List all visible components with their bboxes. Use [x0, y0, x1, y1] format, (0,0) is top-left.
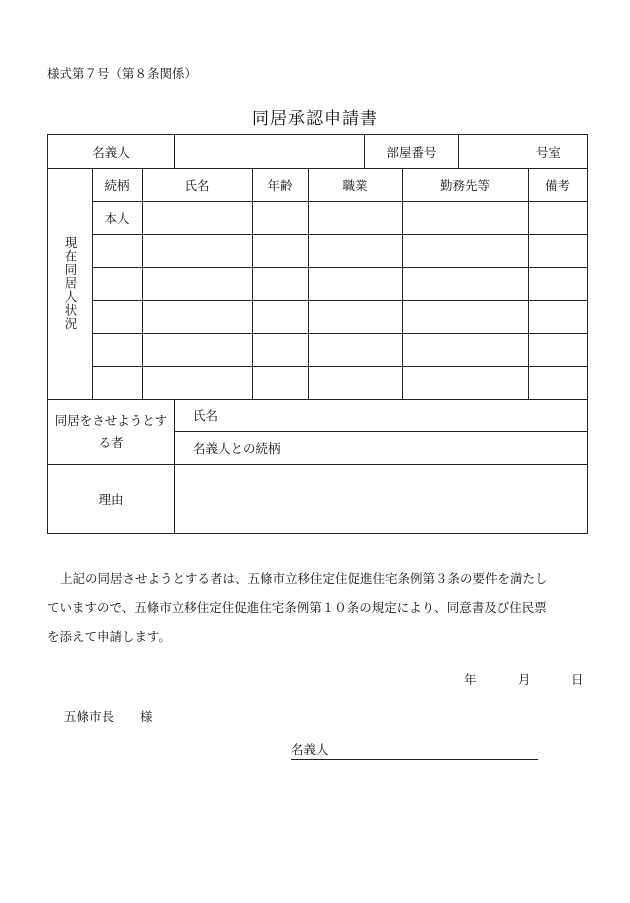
room-number-input[interactable] — [459, 135, 587, 168]
table-cell-workplace[interactable] — [402, 267, 528, 300]
table-cell-workplace[interactable] — [402, 201, 528, 234]
table-cell-relation[interactable] — [92, 300, 142, 333]
table-cell-workplace[interactable] — [402, 300, 528, 333]
table-cell-name[interactable] — [142, 267, 252, 300]
addressee-name: 五條市長 — [64, 709, 115, 724]
table-cell-occupation[interactable] — [308, 201, 402, 234]
table-cell-age[interactable] — [252, 300, 308, 333]
form-number: 様式第７号（第８条関係） — [47, 66, 198, 81]
prospective-cohabitant-label: 同居をさせようとする者 — [54, 412, 168, 450]
declaration-line-1: 上記の同居させようとする者は、五條市立移住定住促進住宅条例第３条の要件を満たし — [60, 571, 548, 586]
table-cell-relation[interactable] — [92, 234, 142, 267]
table-cell-name[interactable] — [142, 300, 252, 333]
table-cell-age[interactable] — [252, 234, 308, 267]
reason-field[interactable] — [175, 465, 587, 533]
table-cell-age[interactable] — [252, 333, 308, 366]
table-cell-workplace[interactable] — [402, 366, 528, 399]
table-cell-age[interactable] — [252, 366, 308, 399]
reason-label: 理由 — [98, 492, 124, 507]
table-cell-name[interactable] — [142, 366, 252, 399]
table-cell-workplace[interactable] — [402, 234, 528, 267]
date-month-label: 月 — [518, 672, 531, 687]
applicant-signature-line[interactable] — [291, 740, 538, 760]
table-cell-relation[interactable] — [92, 366, 142, 399]
table-cell-occupation[interactable] — [308, 300, 402, 333]
table-cell-name[interactable] — [142, 333, 252, 366]
date-year-label: 年 — [464, 672, 477, 687]
prospective-relation-field[interactable] — [193, 432, 583, 464]
table-cell-age[interactable] — [252, 267, 308, 300]
table-cell-remarks[interactable] — [528, 300, 587, 333]
table-cell-remarks[interactable] — [528, 267, 587, 300]
table-cell-remarks[interactable] — [528, 201, 587, 234]
date-day-label: 日 — [571, 672, 584, 687]
table-cell-occupation[interactable] — [308, 234, 402, 267]
table-cell-relation[interactable] — [92, 267, 142, 300]
addressee-honorific: 様 — [140, 709, 153, 724]
table-cell-relation[interactable]: 本人 — [104, 210, 130, 226]
col-header-workplace: 勤務先等 — [439, 177, 490, 193]
col-header-remarks: 備考 — [544, 177, 570, 193]
prospective-relation-label: 名義人との続柄 — [193, 441, 281, 456]
holder-input[interactable] — [175, 135, 364, 168]
holder-label: 名義人 — [92, 144, 130, 160]
table-cell-remarks[interactable] — [528, 234, 587, 267]
table-cell-occupation[interactable] — [308, 267, 402, 300]
col-header-age: 年齢 — [267, 177, 293, 193]
table-cell-occupation[interactable] — [308, 333, 402, 366]
applicant-label: 名義人 — [291, 742, 329, 757]
table-cell-remarks[interactable] — [528, 333, 587, 366]
prospective-name-label: 氏名 — [193, 408, 219, 423]
col-header-relation: 続柄 — [104, 177, 130, 193]
table-cell-age[interactable] — [252, 201, 308, 234]
room-number-label: 部屋番号 — [386, 144, 437, 160]
table-cell-name[interactable] — [142, 201, 252, 234]
table-cell-remarks[interactable] — [528, 366, 587, 399]
col-header-name: 氏名 — [184, 177, 210, 193]
declaration-line-2: ていますので、五條市立移住定住促進住宅条例第１０条の規定により、同意書及び住民票 — [47, 600, 547, 615]
table-cell-workplace[interactable] — [402, 333, 528, 366]
table-cell-name[interactable] — [142, 234, 252, 267]
prospective-name-field[interactable] — [193, 399, 583, 431]
room-suffix-label: 号室 — [535, 144, 561, 160]
table-cell-relation[interactable] — [92, 333, 142, 366]
current-occupants-label: 現在同居人状況 — [63, 236, 78, 331]
col-header-occupation: 職業 — [342, 177, 368, 193]
page-title: 同居承認申請書 — [252, 109, 378, 129]
table-cell-occupation[interactable] — [308, 366, 402, 399]
declaration-paragraph — [47, 564, 588, 651]
application-table — [47, 134, 588, 534]
addressee — [64, 707, 153, 725]
declaration-line-3: を添えて申請します。 — [47, 629, 172, 644]
